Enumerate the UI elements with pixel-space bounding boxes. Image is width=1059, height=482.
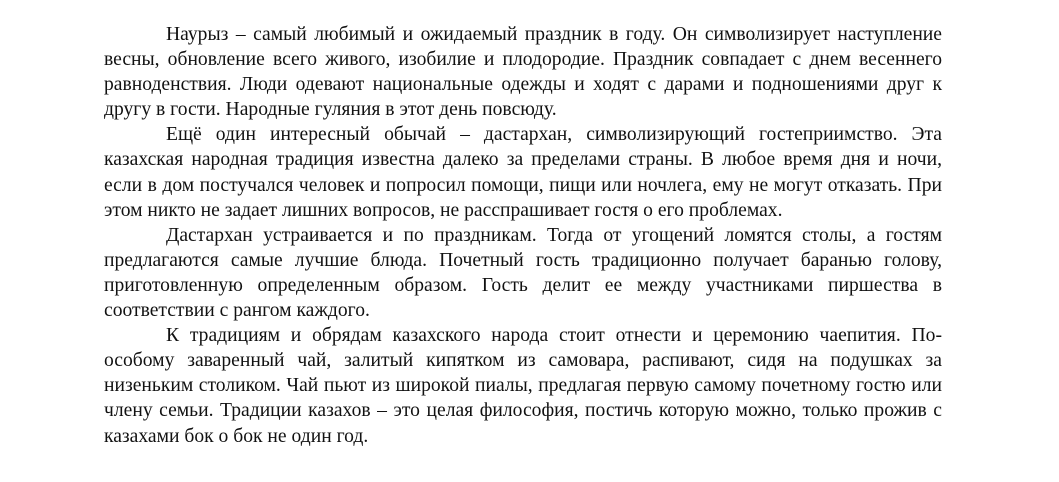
paragraph-dastarkhan-holidays: Дастархан устраивается и по праздникам. Тогда от угощений ломятся столы, а гостям предлагаются самые лучшие блюда. Почетный гость традиционно получает баранью голову, приготовленную определенным образом. Гость делит ее между участниками пиршества в соответствии с рангом каждого. <box>104 224 942 322</box>
paragraph-nauryz: Наурыз – самый любимый и ожидаемый праздник в году. Он символизирует наступление весны, обновление всего живого, изобилие и плодородие. Праздник совпадает с днем весеннего равноденствия. Люди одевают национальные одежды и ходят с дарами и подношениями друг к другу в гости. Народные гуляния в этот день повсюду. <box>104 24 942 121</box>
paragraph-tea-ceremony: К традициям и обрядам казахского народа стоит отнести и церемонию чаепития. По-особому заваренный чай, залитый кипятком из самовара, распивают, сидя на подушках за низеньким столиком. Чай пьют из широкой пиалы, предлагая первую самому почетному гостю или члену семьи. Традиции казахов – это целая философия, постичь которую можно, только прожив с казахами бок о бок не один год. <box>104 325 942 447</box>
document-page <box>104 22 942 449</box>
paragraph-dastarkhan-hospitality: Ещё один интересный обычай – дастархан, символизирующий гостеприимство. Эта казахская народная традиция известна далеко за пределами страны. В любое время дня и ночи, если в дом постучался человек и попросил помощи, пищи или ночлега, ему не могут отказать. При этом никто не задает лишних вопросов, не расспрашивает гостя о его проблемах. <box>104 124 942 221</box>
